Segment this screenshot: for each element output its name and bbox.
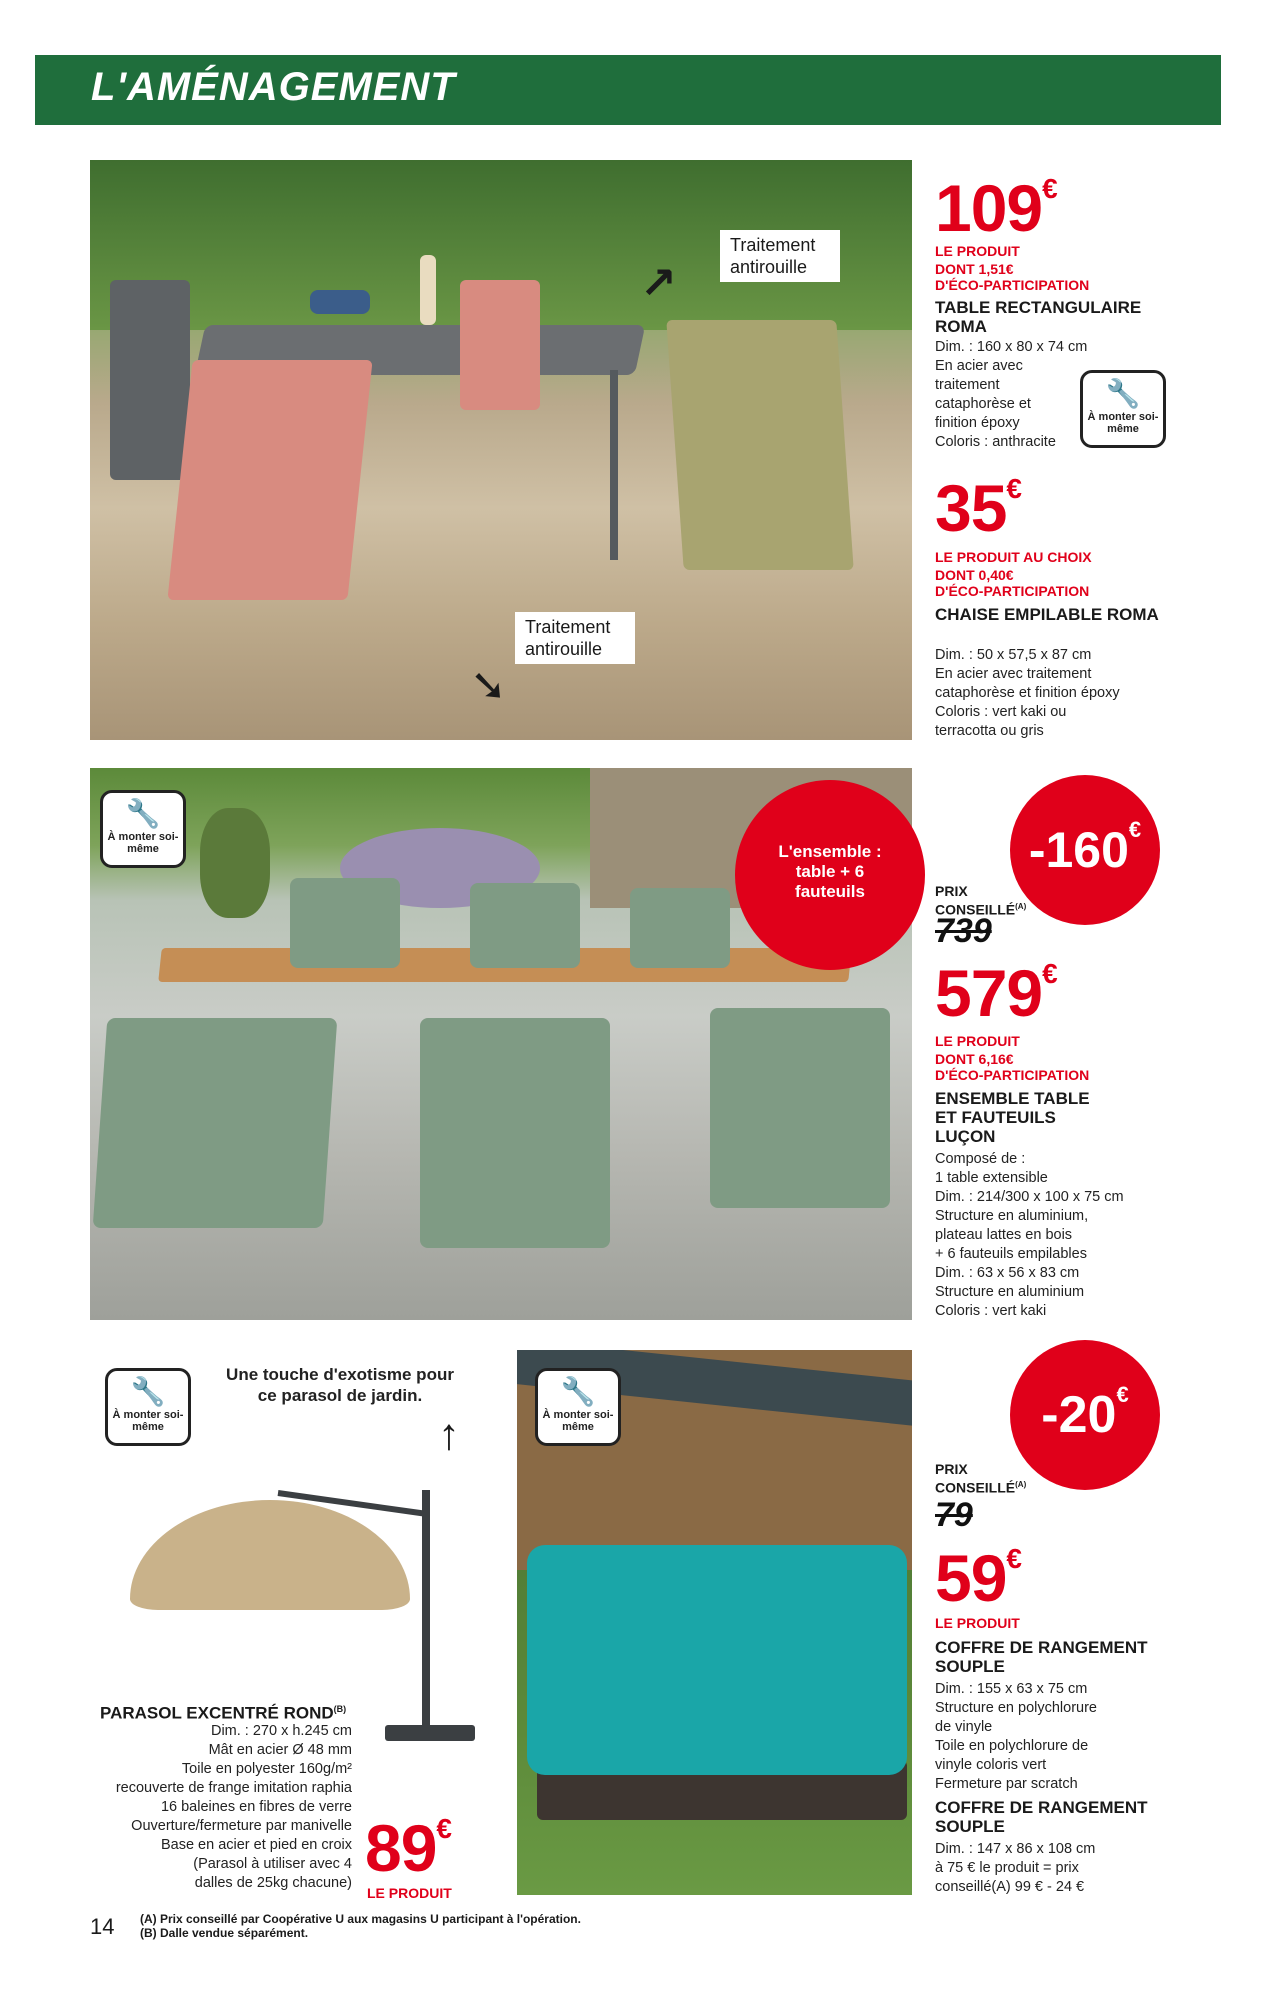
lucon-desc: Composé de : 1 table extensible Dim. : 214/300 x 100 x 75 cm Structure en aluminium, plateau lattes en bois + 6 fauteuils empilables Dim. : 63 x 56 x 83 cm Structure en aluminium Coloris : vert kaki [935, 1151, 1124, 1319]
lucon-eco: DONT 6,16€ [935, 1051, 1014, 1067]
grey-chair [110, 280, 190, 480]
footnote-b: (B) Dalle vendue séparément. [140, 1926, 309, 1940]
sage-chair-front [93, 1018, 338, 1228]
table-roma-eco2: D'ÉCO-PARTICIPATION [935, 277, 1090, 293]
parasol-canopy [130, 1500, 410, 1610]
coffre-desc: Dim. : 155 x 63 x 75 cm Structure en polychlorure de vinyle Toile en polychlorure de vinyle coloris vert Fermeture par scratch [935, 1681, 1097, 1792]
chaise-roma-product-label: LE PRODUIT AU CHOIX [935, 549, 1092, 565]
traitement-label-1: Traitement antirouille [720, 230, 840, 282]
page-number: 14 [90, 1914, 115, 1939]
assembly-badge: 🔧 À monter soi-même [105, 1368, 191, 1446]
chaise-roma-desc: Dim. : 50 x 57,5 x 87 cm En acier avec traitement cataphorèse et finition époxy Coloris : vert kaki ou terracotta ou gris [935, 647, 1120, 739]
traitement-label-2: Traitement antirouille [515, 612, 635, 664]
coffre-desc-2: Dim. : 147 x 86 x 108 cm à 75 € le produit = prix conseillé(A) 99 € - 24 € [935, 1841, 1096, 1895]
chaise-roma-title: CHAISE EMPILABLE ROMA [935, 605, 1159, 624]
lucon-old-price: 739 [935, 912, 992, 950]
pink-chair [167, 360, 372, 600]
exotisme-caption: Une touche d'exotisme pour ce parasol de jardin. [226, 1365, 454, 1405]
lucon-product-label: LE PRODUIT [935, 1033, 1020, 1049]
parasol-product-label: LE PRODUIT [367, 1885, 452, 1901]
table-roma-desc: Dim. : 160 x 80 x 74 cm En acier avec traitement cataphorèse et finition époxy Coloris : anthracite [935, 339, 1088, 450]
parasol-title: PARASOL EXCENTRÉ $ROND^{(B)}$ [100, 1703, 347, 1723]
table-leg [610, 370, 618, 560]
parasol-desc: Dim. : 270 x h.245 cm Mât en acier Ø 48 mm Toile en polyester 160g/m² recouverte de frange imitation raphia 16 baleines en fibres de verre Ouverture/fermeture par manivelle Base en acier et pied en croix (Parasol à utiliser avec 4 dalles de 25kg chacune) [115, 1723, 352, 1891]
wrench-hand-icon: 🔧 [130, 1376, 166, 1407]
assembly-badge: 🔧 À monter soi-même [100, 790, 186, 868]
table-roma-eco: DONT 1,51€ [935, 261, 1014, 277]
sage-chair [290, 878, 400, 968]
lucon-eco2: D'ÉCO-PARTICIPATION [935, 1067, 1090, 1083]
coffre-old-price: 79 [935, 1496, 973, 1534]
wrench-hand-icon: 🔧 [125, 798, 161, 829]
sage-chair [470, 883, 580, 968]
footnote-a: (A) Prix conseillé par Coopérative U aux magasins U participant à l'opération. [140, 1912, 581, 1926]
coffre-product-label: LE PRODUIT [935, 1615, 1020, 1631]
ensemble-circle: L'ensemble : table + 6 fauteuils [735, 780, 925, 970]
teal-storage-box [527, 1545, 907, 1775]
table-roma-price: 109€ [935, 171, 1057, 245]
parasol-pole [422, 1490, 430, 1730]
bowl [310, 290, 370, 314]
vase [420, 255, 436, 325]
chaise-roma-eco: DONT 0,40€ [935, 567, 1014, 583]
coffre-title: COFFRE DE RANGEMENT SOUPLE [935, 1638, 1148, 1676]
assembly-badge: 🔧 À monter soi-même [535, 1368, 621, 1446]
parasol-price: 89€ [365, 1811, 451, 1885]
curved-arrow-icon: ➘ [470, 661, 507, 710]
coffre-price: 59€ [935, 1541, 1021, 1615]
khaki-chair [666, 320, 853, 570]
lucon-discount: -160€ [1010, 775, 1160, 925]
section-title: L'AMÉNAGEMENT [91, 65, 456, 109]
sage-chair-front [420, 1018, 610, 1248]
coffre-conseil-label: PRIX $CONSEILLÉ^{(A)}$ [935, 1461, 1027, 1496]
up-arrow-icon: ↑ [438, 1410, 460, 1459]
sage-chair [630, 888, 730, 968]
table-roma-title: TABLE RECTANGULAIRE ROMA [935, 298, 1142, 336]
parasol-base [385, 1725, 475, 1741]
curved-arrow-icon: ↗ [640, 259, 677, 308]
lucon-price: 579€ [935, 956, 1057, 1030]
chaise-roma-price: 35€ [935, 471, 1021, 545]
wrench-hand-icon: 🔧 [1105, 378, 1141, 409]
table-roma-product-label: LE PRODUIT [935, 243, 1020, 259]
lucon-conseil-label: PRIX $CONSEILLÉ^{(A)}$ [935, 883, 1027, 918]
chaise-roma-eco2: D'ÉCO-PARTICIPATION [935, 583, 1090, 599]
lucon-title: ENSEMBLE TABLE ET FAUTEUILS LUÇON [935, 1089, 1090, 1146]
assembly-badge: 🔧 À monter soi-même [1080, 370, 1166, 448]
section-header [35, 55, 1221, 125]
wrench-hand-icon: 🔧 [560, 1376, 596, 1407]
pink-chair-back [460, 280, 540, 410]
coffre-title-2: COFFRE DE RANGEMENT SOUPLE [935, 1798, 1148, 1836]
palm-tree [200, 808, 270, 918]
sage-chair-front [710, 1008, 890, 1208]
coffre-discount: -20€ [1010, 1340, 1160, 1490]
